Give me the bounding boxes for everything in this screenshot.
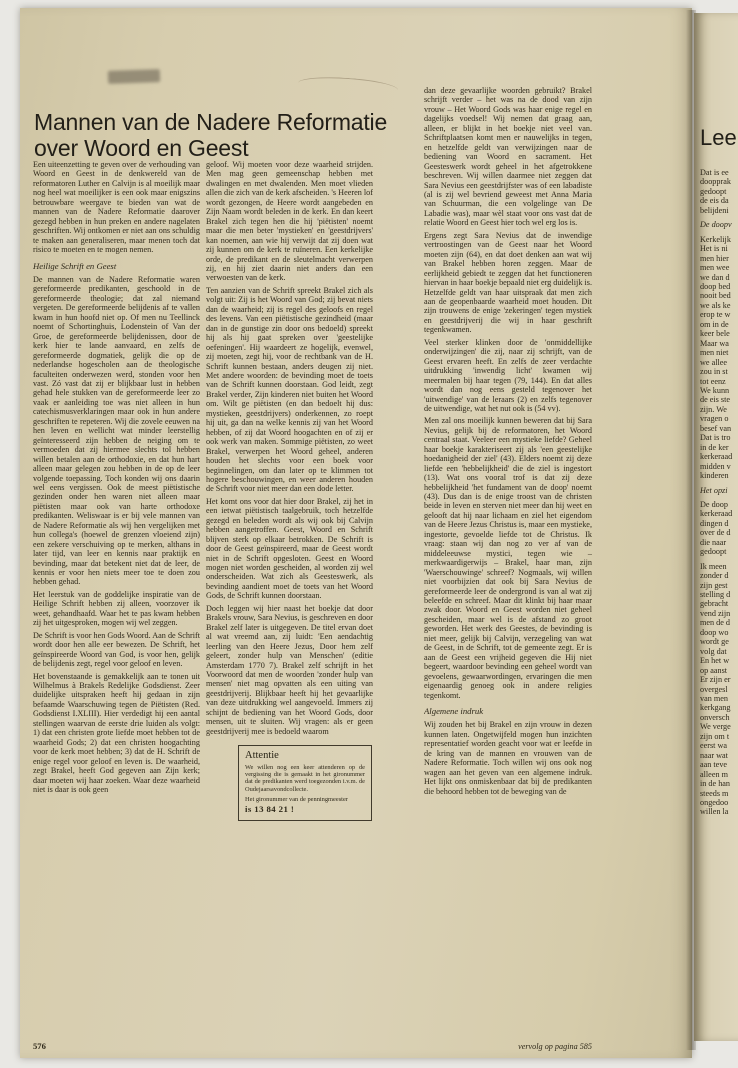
right-column-text-line: van men	[700, 694, 728, 704]
right-column-text-line: We verge	[700, 722, 731, 732]
right-column-text-line: We kunn	[700, 385, 730, 395]
right-column-text-line: besef van	[700, 423, 732, 433]
right-column-text-line: we allee	[700, 357, 728, 367]
right-column-text-line: over de d	[700, 528, 731, 538]
right-column-text-line: gedoopt	[700, 547, 727, 557]
right-column-text-line: willen la	[700, 807, 729, 817]
right-column-text-line: eerst wa	[700, 741, 728, 751]
paragraph: Veel sterker klinken door de 'onmiddellijke onderwijzingen' die zij, naar zij schrijft, van de Geest ervaren heeft. En zelfs de zeer verdachte uitdrukking 'inwendig licht' kwamen wij meermalen bij haar tegen (79, 144). En dat alles wordt dan nog eens gesteld tegenover het 'uitwendige' van de leraars (2) en zelfs tegenover de uitwendige, wat het nut ook is (54 vv).	[424, 337, 592, 413]
right-column-text-line: om in de	[700, 319, 729, 329]
right-column-text-line: nooit bed	[700, 291, 731, 301]
right-page-title: Lee	[700, 125, 737, 150]
pen-scribble	[298, 75, 399, 99]
right-column-text-line: men wee	[700, 263, 730, 273]
right-page-sliver	[694, 13, 738, 1041]
right-column-text-line: Maar wa	[700, 338, 729, 348]
right-column-text-line: kerkgang	[700, 703, 731, 713]
paragraph: Het komt ons voor dat hier door Brakel, zij het in een ietwat piëtistisch taalgebruik, toch hetzelfde gezegd en beleden wordt als wij ook bij Calvijn hebben aangetroffen. Geest, Woord en Schrift blijven sterk op elkaar betrokken. De Schrift is door de Geest geïnspireerd, maar de Geest wordt niet in de Schrift opgesloten. Geest en Woord mogen niet worden gescheiden, al worden zij wel onderscheiden. Wat zich als Geesteswerk, als bevinding aandient moet de toets van het Woord Gods, de Schrift kunnen doorstaan.	[206, 496, 373, 601]
intro-paragraph: Een uiteenzetting te geven over de verhouding van Woord en Geest in de denkwereld van de reformatoren Luther en Calvijn is al moeilijk maar nog heel wat moeilijker is een ook maar enigszins betrouwbare weergave te bieden van wat de mannen van de Nadere Reformatie daarover gezegd hebben in hun preken en andere nagelaten geschriften. Wij ontkomen er niet aan ons schuldig te maken aan generaliseren, maar menen toch dat risico te moeten en te mogen nemen.	[33, 160, 200, 255]
right-column-text-line: stelling d	[700, 590, 731, 600]
right-column-text-line: steeds m	[700, 788, 729, 798]
page-number: 576	[33, 1041, 46, 1051]
right-column-text-line: gedoopt	[700, 186, 727, 196]
right-column-text-line: wordt ge	[700, 637, 729, 647]
paragraph: Het bovenstaande is gemakkelijk aan te tonen uit Wilhelmus à Brakels Redelijke Godsdienst. Zeer duidelijke uitspraken heeft hij gedaan in zijn befaamde Waarschuwing tegen de Piëtisten (Red. Godsdienst I.XLIII). Hier verdedigt hij een aantal stellingen waarvan de eerste drie luiden als volgt: 1) dat een christen grote liefde moet hebben tot de waarheid Gods; 2) dat een christen hoogachting voor de kerk moet hebben; 3) dat de H. Schrift de enige regel voor geloof en leven is. De waarheid, zegt Brakel, heeft God gegeven aan Zijn kerk; daar moeten wij haar zoeken. Waar deze waarheid niet is daar is ook geen	[33, 671, 200, 794]
right-column-text-line: Er zijn er	[700, 675, 731, 685]
right-column-text-line: kerkeraad	[700, 452, 733, 462]
right-column-text-line: belijdeni	[700, 205, 729, 215]
right-column-text-line: zijn om t	[700, 731, 730, 741]
section-heading-heilige-schrift: Heilige Schrift en Geest	[33, 260, 117, 271]
article-title-line1: Mannen van de Nadere Reformatie	[34, 109, 388, 135]
paragraph: Men zal ons moeilijk kunnen beweren dat bij Sara Nevius, gelijk bij de reformatoren, het Woord centraal staat. Veeleer een mystieke liefde? Geheel haar boekje karakteriseert zij als 'een geestelijke hoedanigheid der ziel' (43). Elders noemt zij deze liefde een 'hebbelijkheid' die de ziel is ingestort (13). Wat ons vooral trof is dat zij deze hebbelijkheid 'het fundament van de doop' noemt (43). Dus dan is de enige troost van de christen beide in leven en sterven niet meer dan hij weet en gelooft dat hij naar lichaam en ziel het eigendom van de Heere Jezus Christus is, maar een mystieke, ingestorte, gevoelde liefde tot de Christus. Ik vraag: staan wij dan nog zo ver af van de middeleeuwse mystici, tegen wie – merkwaardigerwijs – Brakel, haar man, zijn 'Waerschouwinge' schreef? Nogmaals, wij willen niet voorbijzien dat ook bij Sara Nevius de gereformeerde leer de ondergrond is van al wat zij beleefde en schreef. Maar dit klinkt bij haar maar zwak door. Woord en Geest worden niet geheel gescheiden, maar wel is de afstand zo groot geworden. Het werk des Geestes, de bevinding is niet meer, gelijk bij Calvijn, verzegeling van wat de Geest, in de Schrift, tot de gemeente zegt. Er is aan de Geest een vrijheid gegeven die Hij niet begeert, waardoor bevinding een geheel wordt van gevoelens, gewaarwordingen, ervaringen die men eigenaardig genoeg ook in andere religies tegenkomt.	[424, 416, 592, 700]
right-column-text-line: De doop	[700, 499, 728, 509]
right-column-text-line: we dan d	[700, 272, 730, 282]
right-column-subheading: De doopv	[700, 220, 732, 230]
right-column-text-line: kinderen	[700, 471, 729, 481]
right-column-text-line: in de ker	[700, 442, 729, 452]
attentie-body: We willen nog een keer attenderen op de vergissing die is gemaakt in het gironummer dat de predikanten werd toegezonden i.v.m. de Oudejaarsavondcollecte.	[245, 763, 365, 793]
right-column-text-line: Dat is ee	[700, 168, 729, 177]
section-heading-algemene-indruk: Algemene indruk	[424, 706, 484, 716]
right-page-column	[700, 168, 738, 1028]
right-column-text-line: volg dat	[700, 646, 727, 656]
right-column-text-line: alleen m	[700, 769, 728, 779]
right-column-text-line: Het is ni	[700, 244, 728, 254]
paragraph: dan deze gevaarlijke woorden gebruikt? Brakel schrijft verder – het was na de dood van zijn vrouw – Het Woord Gods was haar enige regel en dagelijks voedsel! Wij nemen dat graag aan, alleen, er blijkt in het boekje niet veel van. Schriftplaatsen komt men er nauwelijks in tegen, en hetzelfde geldt van verwijzingen naar de bediening van Woord en sacrament. Het Geesteswerk wordt geheel in het afgetrokkene beschreven. Wij willen daarmee niet zeggen dat Sara Nevius een geestdrijfster was of een labadiste (al is zij wel bevriend geweest met Anna Maria van Schuurman, die een volgelinge van De Labadie was), maar wèl staat voor ons vast dat de relatie Woord en Geest hier toch wel erg los is.	[424, 86, 592, 228]
right-column-text-line: vragen o	[700, 414, 729, 424]
paragraph: Doch leggen wij hier naast het boekje dat door Brakels vrouw, Sara Nevius, is geschreven en door Brakel zelf later is uitgegeven. De titel ervan doet al wat vreemd aan, zij luidt: 'Een aendachtig leerling van den Heere Jezus, Door hem zelf geleert, zonder hulp van Menschen' (editie Amsterdam 1770 7). Brakel zelf schrijft in het Voorwoord dat men de woorden 'zonder hulp van mensen' niet mag opvatten als een uiting van geestdrijverij. Blijkbaar heeft hij het gevaarlijke van deze uitdrukking wel aangevoeld. Immers zij schijnt de bediening van het Woord Gods, door mensen, uit te sluiten. Wij vragen: als er geen geestdrijverij mee is bedoeld waarom	[206, 603, 373, 736]
left-page	[20, 8, 692, 1058]
right-column-text-line: men hier	[700, 253, 729, 263]
ink-smudge	[108, 69, 160, 84]
paragraph: De mannen van de Nadere Reformatie waren gereformeerde predikanten, geschoold in de gereformeerde theologie; dat zal niemand vergeten. De gereformeerde belijdenis af te vallen kwam in hun hoofd niet op. Of men nu Teellinck noemt of Schortinghuis, Lodenstein of Van der Groe, de gereformeerde belijdenissen, door de kerk hier te lande aanvaard, en zelfs de gereformeerde dogmatiek, gelijk die op de nederlandse hogescholen aan de theologische faculteiten onderwezen werd, stonden voor hen vast. Zó vast dat zij er blijkbaar lust in hebben gehad hele stukken van de gereformeerde leer zo vaak er aanleiding toe was niet alleen in hun catechismusverklaringen maar ook in hun andere geschriften te repeteren. Wij die zovele eeuwen na hen leven en wellicht wat minder leerstellig geïnteresseerd zijn hebben de neiging om te vermoeden dat zij hiermee slechts tol hebben willen betalen aan de orthodoxie, en dat hun hart alleen maar gelegen zou hebben in de op de leer volgende toepassing. Toch konden wij ons daarin wel eens vergissen. Ook de meest piëtistische gezinden onder hen waren niet alleen maar piëtisten maar ook van harte orthodoxe predikanten. Weliswaar is er bij vele mannen van de Nadere Reformatie als wij hen vergelijken met hun collega's (hoewel de grenzen vloeiend zijn) een zekere verschuiving op te merken, althans in later tijd, van leer en kennis naar praktijk en bevinding, maar dat betekent niet dat de leer, de kennis er voor hen niets meer toe te doen zou hebben gehad.	[33, 274, 200, 587]
right-column-text-line: zonder d	[700, 571, 729, 581]
giro-label: Het gironummer van de penningmeester	[245, 796, 348, 804]
paragraph: geloof. Wij moeten voor deze waarheid strijden. Men mag geen gemeenschap hebben met dwalingen en met dwalenden. Men moet vlieden allen die zich van de kerk afscheiden. 's Heeren lof wordt gezongen, de Heere wordt aangebeden en Zijn Naam wordt beleden in de kerk. En dan keert Brakel zich tegen hen die hij 'piëtisten' noemt maar die men beter 'mystieken' en 'geestdrijvers' kan noemen, aan wie hij verwijt dat zij doen wat zij kunnen om de kerk te ruïneren. Een kerkelijke orde, de predikant en de sleutelmacht verwerpen zij, en hij ziet daarin niet anders dan een verwoesten van de kerk.	[206, 160, 373, 283]
right-column-text-line: Dat is tro	[700, 433, 731, 443]
right-column-text-line: En het w	[700, 656, 730, 666]
right-column-text-line: we als ke	[700, 300, 731, 310]
right-column-text-line: dingen d	[700, 518, 729, 528]
giro-number: is 13 84 21 !	[245, 803, 295, 814]
column-2	[206, 160, 373, 1050]
paragraph: Het leerstuk van de goddelijke inspiratie van de Heilige Schrift hebben zij alleen, voorzover ik weet, gehandhaafd. Waar het te pas kwam hebben zij het uitgesproken, mogen wij wel zeggen.	[33, 589, 200, 628]
right-column-text-line: men de d	[700, 618, 731, 628]
right-column-text-line: zou in st	[700, 367, 728, 377]
paragraph: Ten aanzien van de Schrift spreekt Brakel zich als volgt uit: Zij is het Woord van God; zij bevat niets dan de waarheid; zij is regel des geloofs en regel des levens. Van een piëtistische gezindheid (maar dan in de gunstige zin door ons bedoeld) spreekt hij als hij gaat spreken over 'geestelijke oefeningen'. Hij waardeert ze hogelijk, evenwel, zij moeten, zegt hij, voor de rechtbank van de H. Schrift kunnen bestaan, anders deugen zij niet. Met andere woorden: de bevinding moet de toets van de Schrift kunnen doorstaan. God leidt, zegt Brakel verder, Zijn kinderen niet buiten het Woord om. Wilt ge piëtisten (en dan bedoelt hij dus: mystieken, geestdrijvers) onderkennen, zo roept hij uit, ga dan na welke kennis zij van het Woord hebben, of zij dat Woord hoogachten en of zij er ook werk van maken. Sommige piëtisten, zo weet Brakel, verwerpen het Woord geheel, anderen houden het slechts voor een boek voor beginnelingen, om dan later op te klimmen tot hogere beschouwingen, en weer anderen houden de Schrift voor niet meer dan een dode letter.	[206, 285, 373, 494]
right-column-text-line: gebracht	[700, 599, 729, 609]
attentie-notice-box	[238, 745, 372, 821]
attentie-title: Attentie	[245, 750, 279, 762]
paragraph: Ergens zegt Sara Nevius dat de inwendige vertroostingen van de Geest naar het Woord moeten zijn (64), en dat doet denken aan wat wij van Brakel hebben horen zeggen. Maar de eerlijkheid gebiedt te zeggen dat het functioneren hiervan in haar boekje bepaald niet erg duidelijk is. Hetzelfde geldt van haar uitspraak dat men zich aan de geopenbaarde waarheid moet houden. Dit zijn trouwens de enige 'zekeringen' tegen mystiek en geestdrijverij die wij in haar geschrift tegenkwamen.	[424, 230, 592, 335]
article-title-line2: over Woord en Geest	[34, 135, 249, 161]
paragraph: De Schrift is voor hen Gods Woord. Aan de Schrift wordt door hen alle eer bewezen. De Schrift, het geïnspireerde Woord van God, is voor hen, gelijk de belijdenis zegt, regel voor geloof en leven.	[33, 630, 200, 669]
right-column-text-line: tot eenz	[700, 376, 726, 386]
right-column-text-line: aan teve	[700, 760, 728, 770]
article-title	[34, 109, 414, 161]
column-3	[424, 86, 592, 1044]
right-column-text-line: die naar	[700, 537, 727, 547]
right-column-text-line: doop bed	[700, 281, 731, 291]
right-column-text-line: Ik meen	[700, 561, 727, 571]
right-column-text-line: zijn. We	[700, 404, 727, 414]
right-column-text-line: ongedoo	[700, 798, 729, 807]
right-column-text-line: onversch	[700, 712, 730, 722]
right-column-text-line: op aanst	[700, 665, 728, 675]
right-column-text-line: de eis ste	[700, 395, 731, 405]
continuation-note: vervolg op pagina 585	[518, 1042, 592, 1051]
right-column-text-line: doop wo	[700, 627, 729, 637]
right-column-text-line: keer bele	[700, 329, 730, 339]
paragraph: Wij zouden het bij Brakel en zijn vrouw in dezen kunnen laten. Ongetwijfeld mogen hun inzichten representatief worden geacht voor wat er leefde in de kring van de mannen en vrouwen van de Nadere Reformatie. Toch willen wij ons ook nog wagen aan het geven van een algemene indruk. Het lijkt ons onmiskenbaar dat bij de predikanten die behoord hebben tot de beweging van de	[424, 720, 592, 796]
right-column-text-line: zijn gest	[700, 580, 728, 590]
right-column-subheading: Het opzi	[700, 485, 728, 495]
right-column-text-line: kerkeraad	[700, 509, 733, 519]
right-column-text-line: in de han	[700, 779, 731, 789]
right-column-text-line: men niet	[700, 348, 729, 358]
right-column-text-line: overgesl	[700, 684, 728, 694]
right-column-text-line: naar wat	[700, 750, 728, 760]
right-column-text-line: doopprak	[700, 177, 731, 187]
right-column-text-line: vend zijn	[700, 608, 731, 618]
right-column-text-line: de eis da	[700, 196, 729, 206]
right-column-text-line: erop te w	[700, 310, 731, 320]
column-1	[33, 160, 200, 1040]
right-column-text-line: Kerkelijk	[700, 234, 731, 244]
right-column-text-line: midden v	[700, 461, 731, 471]
